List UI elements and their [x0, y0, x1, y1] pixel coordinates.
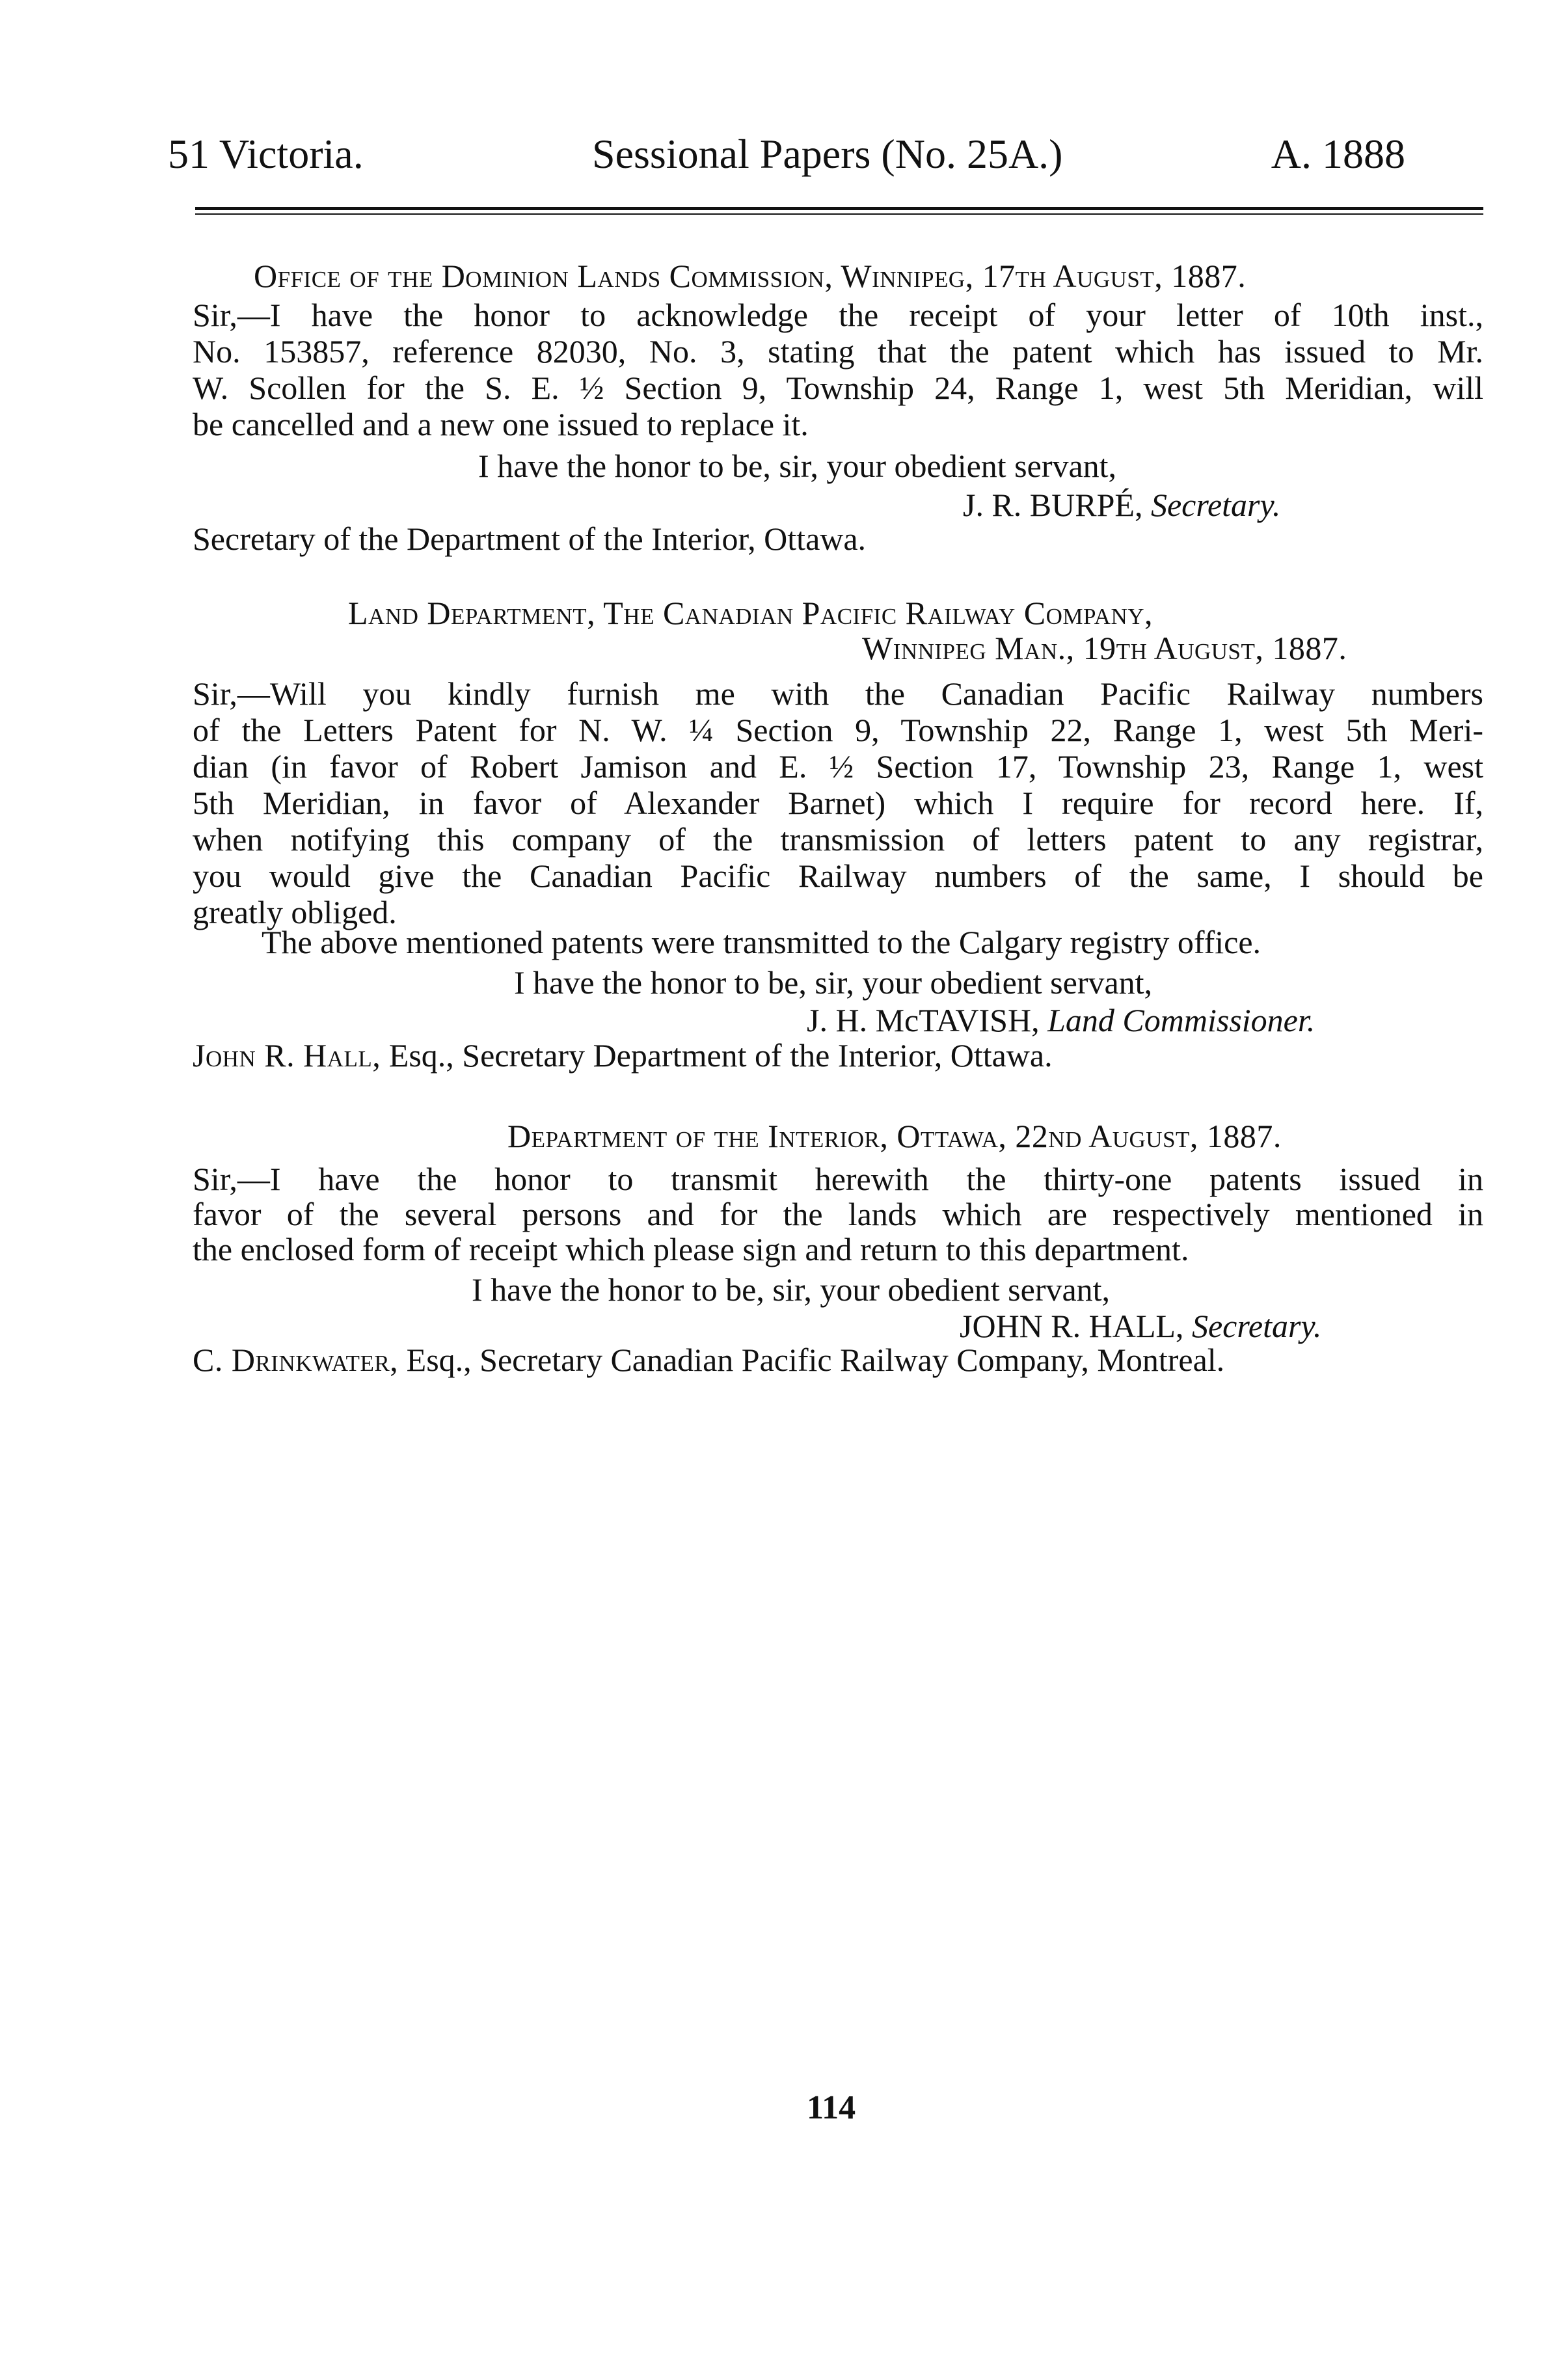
header-year: A. 1888 [1271, 131, 1405, 177]
letter1-addressee: Secretary of the Department of the Interior, Ottawa. [193, 521, 867, 557]
letter1-body-line: W. Scollen for the S. E. ½ Section 9, Township 24, Range 1, west 5th Meridian, will [193, 370, 1483, 406]
letter1-dateline: Office of the Dominion Lands Commission, Winnipeg, 17th August, 1887. [254, 258, 1247, 294]
letter2-body-line: dian (in favor of Robert Jamison and E. ½ Section 17, Township 23, Range 1, west [193, 748, 1483, 785]
letter3-signature [960, 1306, 1321, 1346]
letter3-signature-title: Secretary. [1191, 1308, 1322, 1344]
letter2-dateline-1: Land Department, The Canadian Pacific Railway Company, [348, 595, 1153, 631]
letter3-addressee-name: C. Drinkwater, [193, 1342, 399, 1378]
letter3-signature-name: JOHN R. HALL, [960, 1308, 1184, 1344]
letter2-note: The above mentioned patents were transmitted to the Calgary registry office. [262, 924, 1261, 960]
letter2-addressee [193, 1036, 1053, 1075]
letter2-body-line: you would give the Canadian Pacific Railway numbers of the same, I should be [193, 858, 1483, 894]
letter2-body-line: greatly obliged. [193, 894, 397, 930]
letter2-addressee-rest: Esq., Secretary Department of the Interior, Ottawa. [388, 1037, 1053, 1074]
letter2-body-line: 5th Meridian, in favor of Alexander Barnet) which I require for record here. If, [193, 785, 1483, 821]
letter3-body-line: the enclosed form of receipt which please sign and return to this department. [193, 1231, 1189, 1267]
letter3-body-line: Sir,—I have the honor to transmit herewith the thirty-one patents issued in [193, 1161, 1483, 1197]
letter1-body-line: be cancelled and a new one issued to replace it. [193, 406, 809, 442]
letter2-closing: I have the honor to be, sir, your obedient servant, [514, 964, 1153, 1001]
letter2-body-line: Sir,—Will you kindly furnish me with the Canadian Pacific Railway numbers [193, 675, 1483, 712]
letter2-signature [807, 1001, 1315, 1040]
letter2-signature-name: J. H. McTAVISH, [807, 1002, 1040, 1038]
header-rule-thin [195, 213, 1483, 215]
letter3-dateline: Department of the Interior, Ottawa, 22nd August, 1887. [507, 1118, 1282, 1154]
letter3-body-line: favor of the several persons and for the lands which are respectively mentioned in [193, 1196, 1483, 1232]
header-rule-thick [195, 207, 1483, 210]
page-number: 114 [807, 2089, 856, 2126]
letter1-signature-title: Secretary. [1150, 487, 1281, 523]
header-session: 51 Victoria. [168, 131, 364, 177]
letter2-dateline-2: Winnipeg Man., 19th August, 1887. [862, 630, 1347, 666]
letter2-addressee-name: John R. Hall, [193, 1037, 381, 1074]
letter2-body-line: when notifying this company of the transmission of letters patent to any registrar, [193, 821, 1483, 858]
letter1-signature-name: J. R. BURPÉ, [963, 487, 1143, 523]
letter1-body-line: No. 153857, reference 82030, No. 3, stating that the patent which has issued to Mr. [193, 333, 1483, 370]
letter2-body-line: of the Letters Patent for N. W. ¼ Section 9, Township 22, Range 1, west 5th Meri- [193, 712, 1483, 748]
running-header [156, 130, 1405, 182]
header-title: Sessional Papers (No. 25A.) [592, 131, 1063, 177]
letter3-addressee [193, 1340, 1224, 1379]
letter3-closing: I have the honor to be, sir, your obedient servant, [472, 1271, 1111, 1308]
letter1-body-line: Sir,—I have the honor to acknowledge the receipt of your letter of 10th inst., [193, 297, 1483, 333]
letter3-addressee-rest: Esq., Secretary Canadian Pacific Railway Company, Montreal. [406, 1342, 1225, 1378]
letter1-closing: I have the honor to be, sir, your obedient servant, [478, 448, 1117, 484]
letter1-signature [963, 485, 1280, 524]
letter2-signature-title: Land Commissioner. [1047, 1002, 1315, 1038]
